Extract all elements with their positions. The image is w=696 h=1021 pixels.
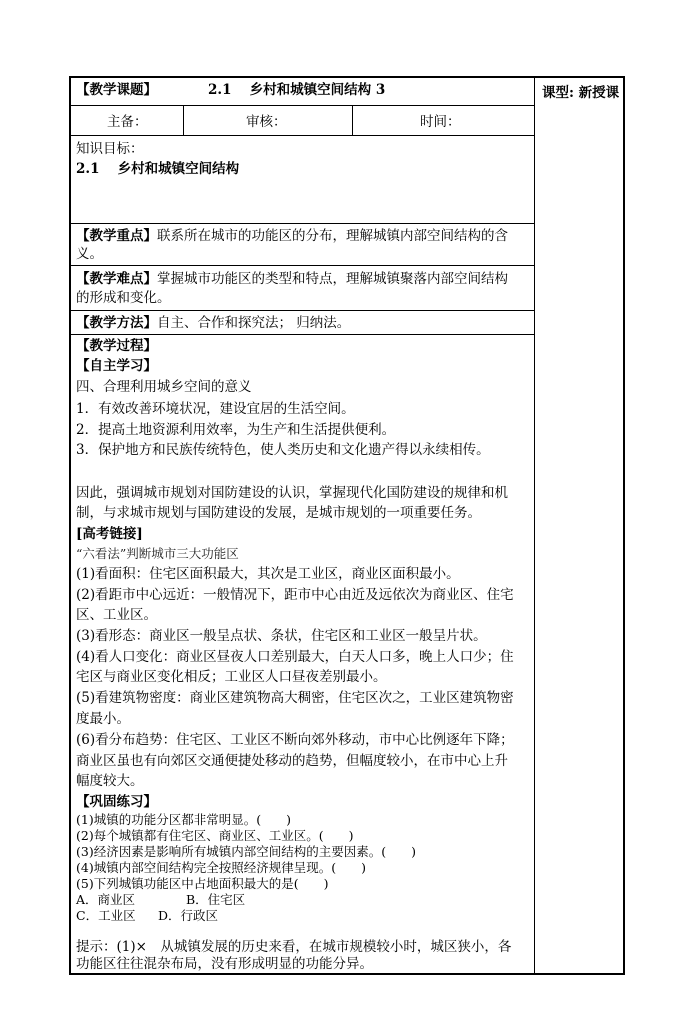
list-item: 1．有效改善环境状况，建设宜居的生活空间。 — [76, 401, 355, 417]
meta-divider-1 — [183, 105, 184, 136]
row-divider-3 — [69, 223, 535, 224]
choice-a: A．商业区 — [76, 892, 136, 907]
question-item: (4)城镇内部空间结构完全按照经济规律呈现。( ) — [76, 860, 366, 875]
six-method-line: 商业区虽也有向郊区交通便捷处移动的趋势，但幅度较小，在市中心上升 — [76, 753, 508, 769]
section-four-heading: 四、合理利用城乡空间的意义 — [76, 379, 252, 395]
paragraph-line: 因此，强调城市规划对国防建设的认识，掌握现代化国防建设的规律和机 — [76, 485, 508, 501]
difficulties-text: 掌握城市功能区的类型和特点，理解城镇聚落内部空间结构 — [157, 271, 508, 287]
question-item: (5)下列城镇功能区中占地面积最大的是( ) — [76, 876, 329, 891]
process-title: 【教学过程】 — [76, 338, 157, 354]
objectives-heading: 知识目标： — [76, 141, 144, 157]
difficulties-label: 【教学难点】 — [76, 271, 157, 287]
column-divider — [534, 76, 535, 974]
key-points-text: 联系所在城市的功能区的分布，理解城镇内部空间结构的含 — [157, 228, 508, 244]
row-divider-5 — [69, 310, 535, 311]
difficulties — [76, 270, 508, 288]
time-label: 时间： — [420, 114, 461, 130]
question-item: (3)经济因素是影响所有城镇内部空间结构的主要因素。( ) — [76, 844, 416, 859]
table-border-right — [623, 76, 625, 975]
gaokao-heading: [高考链接] — [76, 526, 143, 542]
preparer-label: 主备： — [107, 114, 148, 130]
six-method-line: 幅度较大。 — [76, 773, 144, 789]
methods-text: 自主、合作和探究法； 归纳法。 — [157, 315, 351, 331]
list-item: 3．保护地方和民族传统特色，使人类历史和文化遗产得以永续相传。 — [76, 442, 490, 458]
hint-line: 提示：(1)× 从城镇发展的历史来看，在城市规模较小时，城区狭小，各 — [76, 939, 512, 955]
key-points-label: 【教学重点】 — [76, 228, 157, 244]
table-border-top — [69, 76, 625, 78]
reviewer-label: 审核： — [246, 114, 287, 130]
table-border-bottom — [69, 973, 625, 975]
six-method-line: (5)看建筑物密度：商业区建筑物高大稠密，住宅区次之，工业区建筑物密 — [76, 690, 514, 706]
hint-line: 功能区往往混杂布局，没有形成明显的功能分异。 — [76, 956, 373, 972]
six-method-line: (6)看分布趋势：住宅区、工业区不断向郊外移动，市中心比例逐年下降； — [76, 732, 514, 748]
six-method-line: (2)看距市中心远近：一般情况下，距市中心由近及远依次为商业区、住宅 — [76, 587, 514, 603]
choice-b: B．住宅区 — [186, 892, 246, 907]
table-border-left — [69, 76, 71, 975]
difficulties-text-cont: 的形成和变化。 — [76, 290, 171, 306]
row-divider-1 — [69, 105, 535, 106]
topic-label: 【教学课题】 — [76, 82, 157, 98]
paragraph-line: 制，与求城市规划与国防建设的发展，是城市规划的一项重要任务。 — [76, 505, 481, 521]
topic-value: 2.1 乡村和城镇空间结构 3 — [208, 82, 386, 98]
choice-c: C．工业区 — [76, 908, 136, 923]
row-divider-6 — [69, 334, 535, 335]
six-method-line: 宅区与商业区变化相反；工业区人口昼夜差别最小。 — [76, 669, 387, 685]
lesson-type: 课型: 新授课 — [542, 85, 620, 101]
methods-label: 【教学方法】 — [76, 315, 157, 331]
question-item: (2)每个城镇都有住宅区、商业区、工业区。( ) — [76, 828, 354, 843]
practice-heading: 【巩固练习】 — [76, 794, 157, 810]
six-method-line: (4)看人口变化：商业区昼夜人口差别最大，白天人口多，晚上人口少；住 — [76, 649, 514, 665]
self-study-heading: 【自主学习】 — [76, 358, 157, 374]
row-divider-2 — [69, 135, 535, 136]
methods — [76, 314, 350, 332]
six-method-line: 度最小。 — [76, 711, 130, 727]
six-methods-title: “六看法”判断城市三大功能区 — [76, 546, 239, 561]
row-divider-4 — [69, 265, 535, 266]
key-points — [76, 227, 508, 245]
list-item: 2．提高土地资源利用效率，为生产和生活提供便利。 — [76, 422, 396, 438]
choice-d: D．行政区 — [158, 908, 219, 923]
six-method-line: (1)看面积：住宅区面积最大，其次是工业区，商业区面积最小。 — [76, 566, 460, 582]
question-item: (1)城镇的功能分区都非常明显。( ) — [76, 812, 291, 827]
key-points-text-cont: 义。 — [76, 246, 103, 262]
meta-divider-2 — [352, 105, 353, 136]
six-method-line: (3)看形态：商业区一般呈点状、条状，住宅区和工业区一般呈片状。 — [76, 628, 487, 644]
six-method-line: 区、工业区。 — [76, 607, 157, 623]
objectives-item: 2.1 乡村和城镇空间结构 — [76, 161, 240, 177]
